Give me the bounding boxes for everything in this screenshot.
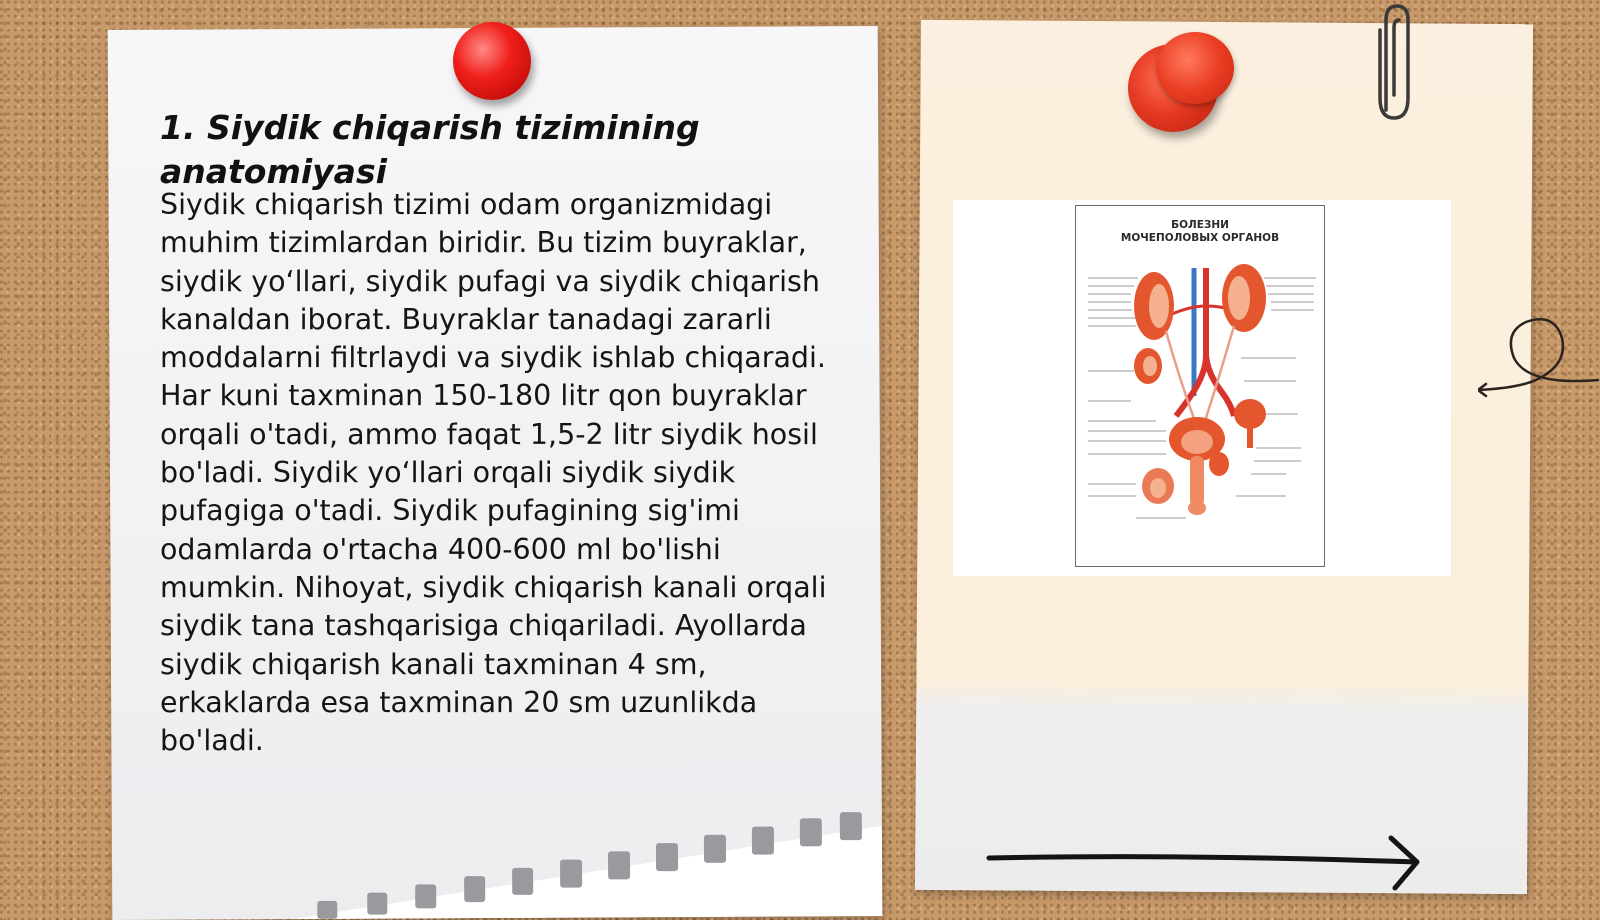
anatomy-poster bbox=[1075, 205, 1325, 567]
paper-clip-icon bbox=[1372, 0, 1422, 130]
slide-title: 1. Siydik chiqarish tizimining anatomiyasi bbox=[160, 108, 700, 191]
curl-doodle bbox=[1478, 310, 1600, 400]
poster-title-line1: БОЛЕЗНИ bbox=[1171, 219, 1229, 231]
arrow-right-icon bbox=[985, 832, 1450, 892]
push-pin-icon bbox=[1156, 32, 1234, 104]
poster-title-line2: МОЧЕПОЛОВЫХ ОРГАНОВ bbox=[1120, 232, 1280, 244]
push-pin-icon bbox=[453, 22, 531, 100]
slide-body-text: Siydik chiqarish tizimi odam organizmidagi muhim tizimlardan biridir. Bu tizim buyraklar, siydik yo‘llari, siydik pufagi va siydik chiqarish kanaldan iborat. Buyraklar tanadagi zararli moddalarni filtrlaydi va siydik ishlab chiqaradi. Har kuni taxminan 150-180 litr qon buyraklar orqali o'tadi, ammo faqat 1,5-2 litr siydik hosil bo'ladi. Siydik yo‘llari orqali siydik siydik pufagiga o'tadi. Siydik pufagining sig'imi odamlarda o'rtacha 400-600 ml bo'lishi mumkin. Nihoyat, siydik chiqarish kanali orqali siydik tana tashqarisiga chiqariladi. Ayollarda siydik chiqarish kanali taxminan 4 sm, erkaklarda esa taxminan 20 sm uzunlikda bo'ladi. bbox=[160, 188, 827, 758]
urinary-anatomy-illustration bbox=[1076, 206, 1326, 568]
